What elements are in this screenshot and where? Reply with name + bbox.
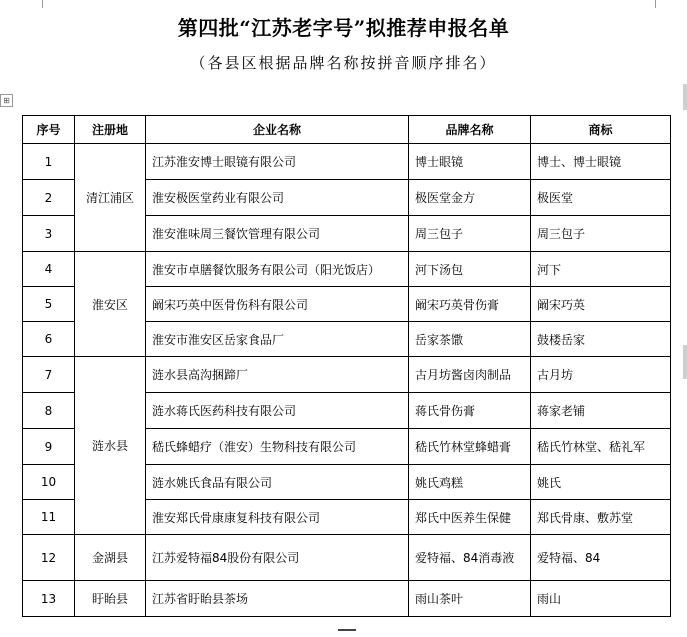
trademark-cell: 周三包子 bbox=[531, 216, 671, 252]
row-number: 3 bbox=[23, 216, 75, 252]
header-brand: 品牌名称 bbox=[409, 116, 531, 144]
row-number: 7 bbox=[23, 357, 75, 393]
company-cell: 淮安淮味周三餐饮管理有限公司 bbox=[146, 216, 409, 252]
table-row bbox=[23, 144, 671, 180]
trademark-cell: 博士、博士眼镜 bbox=[531, 144, 671, 180]
company-cell: 淮安市卓膳餐饮服务有限公司（阳光饭店） bbox=[146, 252, 409, 287]
brand-cell: 岳家茶馓 bbox=[409, 322, 531, 357]
brand-cell: 蒋氏骨伤膏 bbox=[409, 393, 531, 429]
company-cell: 涟水蒋氏医药科技有限公司 bbox=[146, 393, 409, 429]
company-cell: 江苏淮安博士眼镜有限公司 bbox=[146, 144, 409, 180]
table-row bbox=[23, 252, 671, 287]
brand-cell: 阚宋巧英骨伤膏 bbox=[409, 287, 531, 322]
scrollbar-marker-middle[interactable] bbox=[683, 345, 687, 379]
company-cell: 江苏省盱眙县茶场 bbox=[146, 581, 409, 617]
company-cell: 嵇氏蜂蜡疗（淮安）生物科技有限公司 bbox=[146, 429, 409, 465]
trademark-cell: 雨山 bbox=[531, 581, 671, 617]
crop-mark-top-right bbox=[655, 0, 664, 8]
brand-cell: 古月坊酱卤肉制品 bbox=[409, 357, 531, 393]
row-number: 2 bbox=[23, 180, 75, 216]
row-number: 13 bbox=[23, 581, 75, 617]
brand-cell: 河下汤包 bbox=[409, 252, 531, 287]
brand-cell: 嵇氏竹林堂蜂蜡膏 bbox=[409, 429, 531, 465]
region-cell: 淮安区 bbox=[75, 252, 146, 357]
trademark-cell: 姚氏 bbox=[531, 465, 671, 500]
crop-mark-top-left bbox=[34, 0, 43, 8]
trademark-cell: 古月坊 bbox=[531, 357, 671, 393]
brand-cell: 极医堂金方 bbox=[409, 180, 531, 216]
table-header-row bbox=[23, 116, 671, 144]
company-cell: 江苏爱特福84股份有限公司 bbox=[146, 535, 409, 581]
region-cell: 盱眙县 bbox=[75, 581, 146, 617]
trademark-cell: 蒋家老铺 bbox=[531, 393, 671, 429]
trademark-cell: 河下 bbox=[531, 252, 671, 287]
trademark-cell: 嵇氏竹林堂、嵇礼军 bbox=[531, 429, 671, 465]
region-cell: 清江浦区 bbox=[75, 144, 146, 252]
company-cell: 涟水县高沟捆蹄厂 bbox=[146, 357, 409, 393]
nomination-table bbox=[22, 115, 671, 617]
scrollbar-marker-top[interactable] bbox=[683, 84, 687, 110]
brand-cell: 雨山茶叶 bbox=[409, 581, 531, 617]
region-cell: 金湖县 bbox=[75, 535, 146, 581]
trademark-cell: 阚宋巧英 bbox=[531, 287, 671, 322]
row-number: 5 bbox=[23, 287, 75, 322]
company-cell: 淮安市淮安区岳家食品厂 bbox=[146, 322, 409, 357]
brand-cell: 爱特福、84消毒液 bbox=[409, 535, 531, 581]
table-row bbox=[23, 581, 671, 617]
table-row bbox=[23, 535, 671, 581]
region-cell: 涟水县 bbox=[75, 357, 146, 535]
header-region: 注册地 bbox=[75, 116, 146, 144]
row-number: 4 bbox=[23, 252, 75, 287]
row-number: 8 bbox=[23, 393, 75, 429]
document-subtitle: （各县区根据品牌名称按拼音顺序排名） bbox=[190, 54, 497, 72]
header-no: 序号 bbox=[23, 116, 75, 144]
row-number: 11 bbox=[23, 500, 75, 535]
trademark-cell: 极医堂 bbox=[531, 180, 671, 216]
company-cell: 淮安极医堂药业有限公司 bbox=[146, 180, 409, 216]
company-cell: 涟水姚氏食品有限公司 bbox=[146, 465, 409, 500]
document-title: 第四批“江苏老字号”拟推荐申报名单 bbox=[177, 16, 510, 40]
company-cell: 阚宋巧英中医骨伤科有限公司 bbox=[146, 287, 409, 322]
trademark-cell: 鼓楼岳家 bbox=[531, 322, 671, 357]
page-bottom-marker bbox=[338, 629, 356, 637]
brand-cell: 郑氏中医养生保健 bbox=[409, 500, 531, 535]
trademark-cell: 郑氏骨康、敷苏堂 bbox=[531, 500, 671, 535]
header-trademark: 商标 bbox=[531, 116, 671, 144]
brand-cell: 博士眼镜 bbox=[409, 144, 531, 180]
row-number: 6 bbox=[23, 322, 75, 357]
row-number: 9 bbox=[23, 429, 75, 465]
trademark-cell: 爱特福、84 bbox=[531, 535, 671, 581]
header-company: 企业名称 bbox=[146, 116, 409, 144]
brand-cell: 姚氏鸡糕 bbox=[409, 465, 531, 500]
row-number: 1 bbox=[23, 144, 75, 180]
company-cell: 淮安郑氏骨康康复科技有限公司 bbox=[146, 500, 409, 535]
row-number: 12 bbox=[23, 535, 75, 581]
row-number: 10 bbox=[23, 465, 75, 500]
table-move-handle-icon[interactable]: ⊞ bbox=[0, 94, 13, 107]
brand-cell: 周三包子 bbox=[409, 216, 531, 252]
table-row bbox=[23, 357, 671, 393]
